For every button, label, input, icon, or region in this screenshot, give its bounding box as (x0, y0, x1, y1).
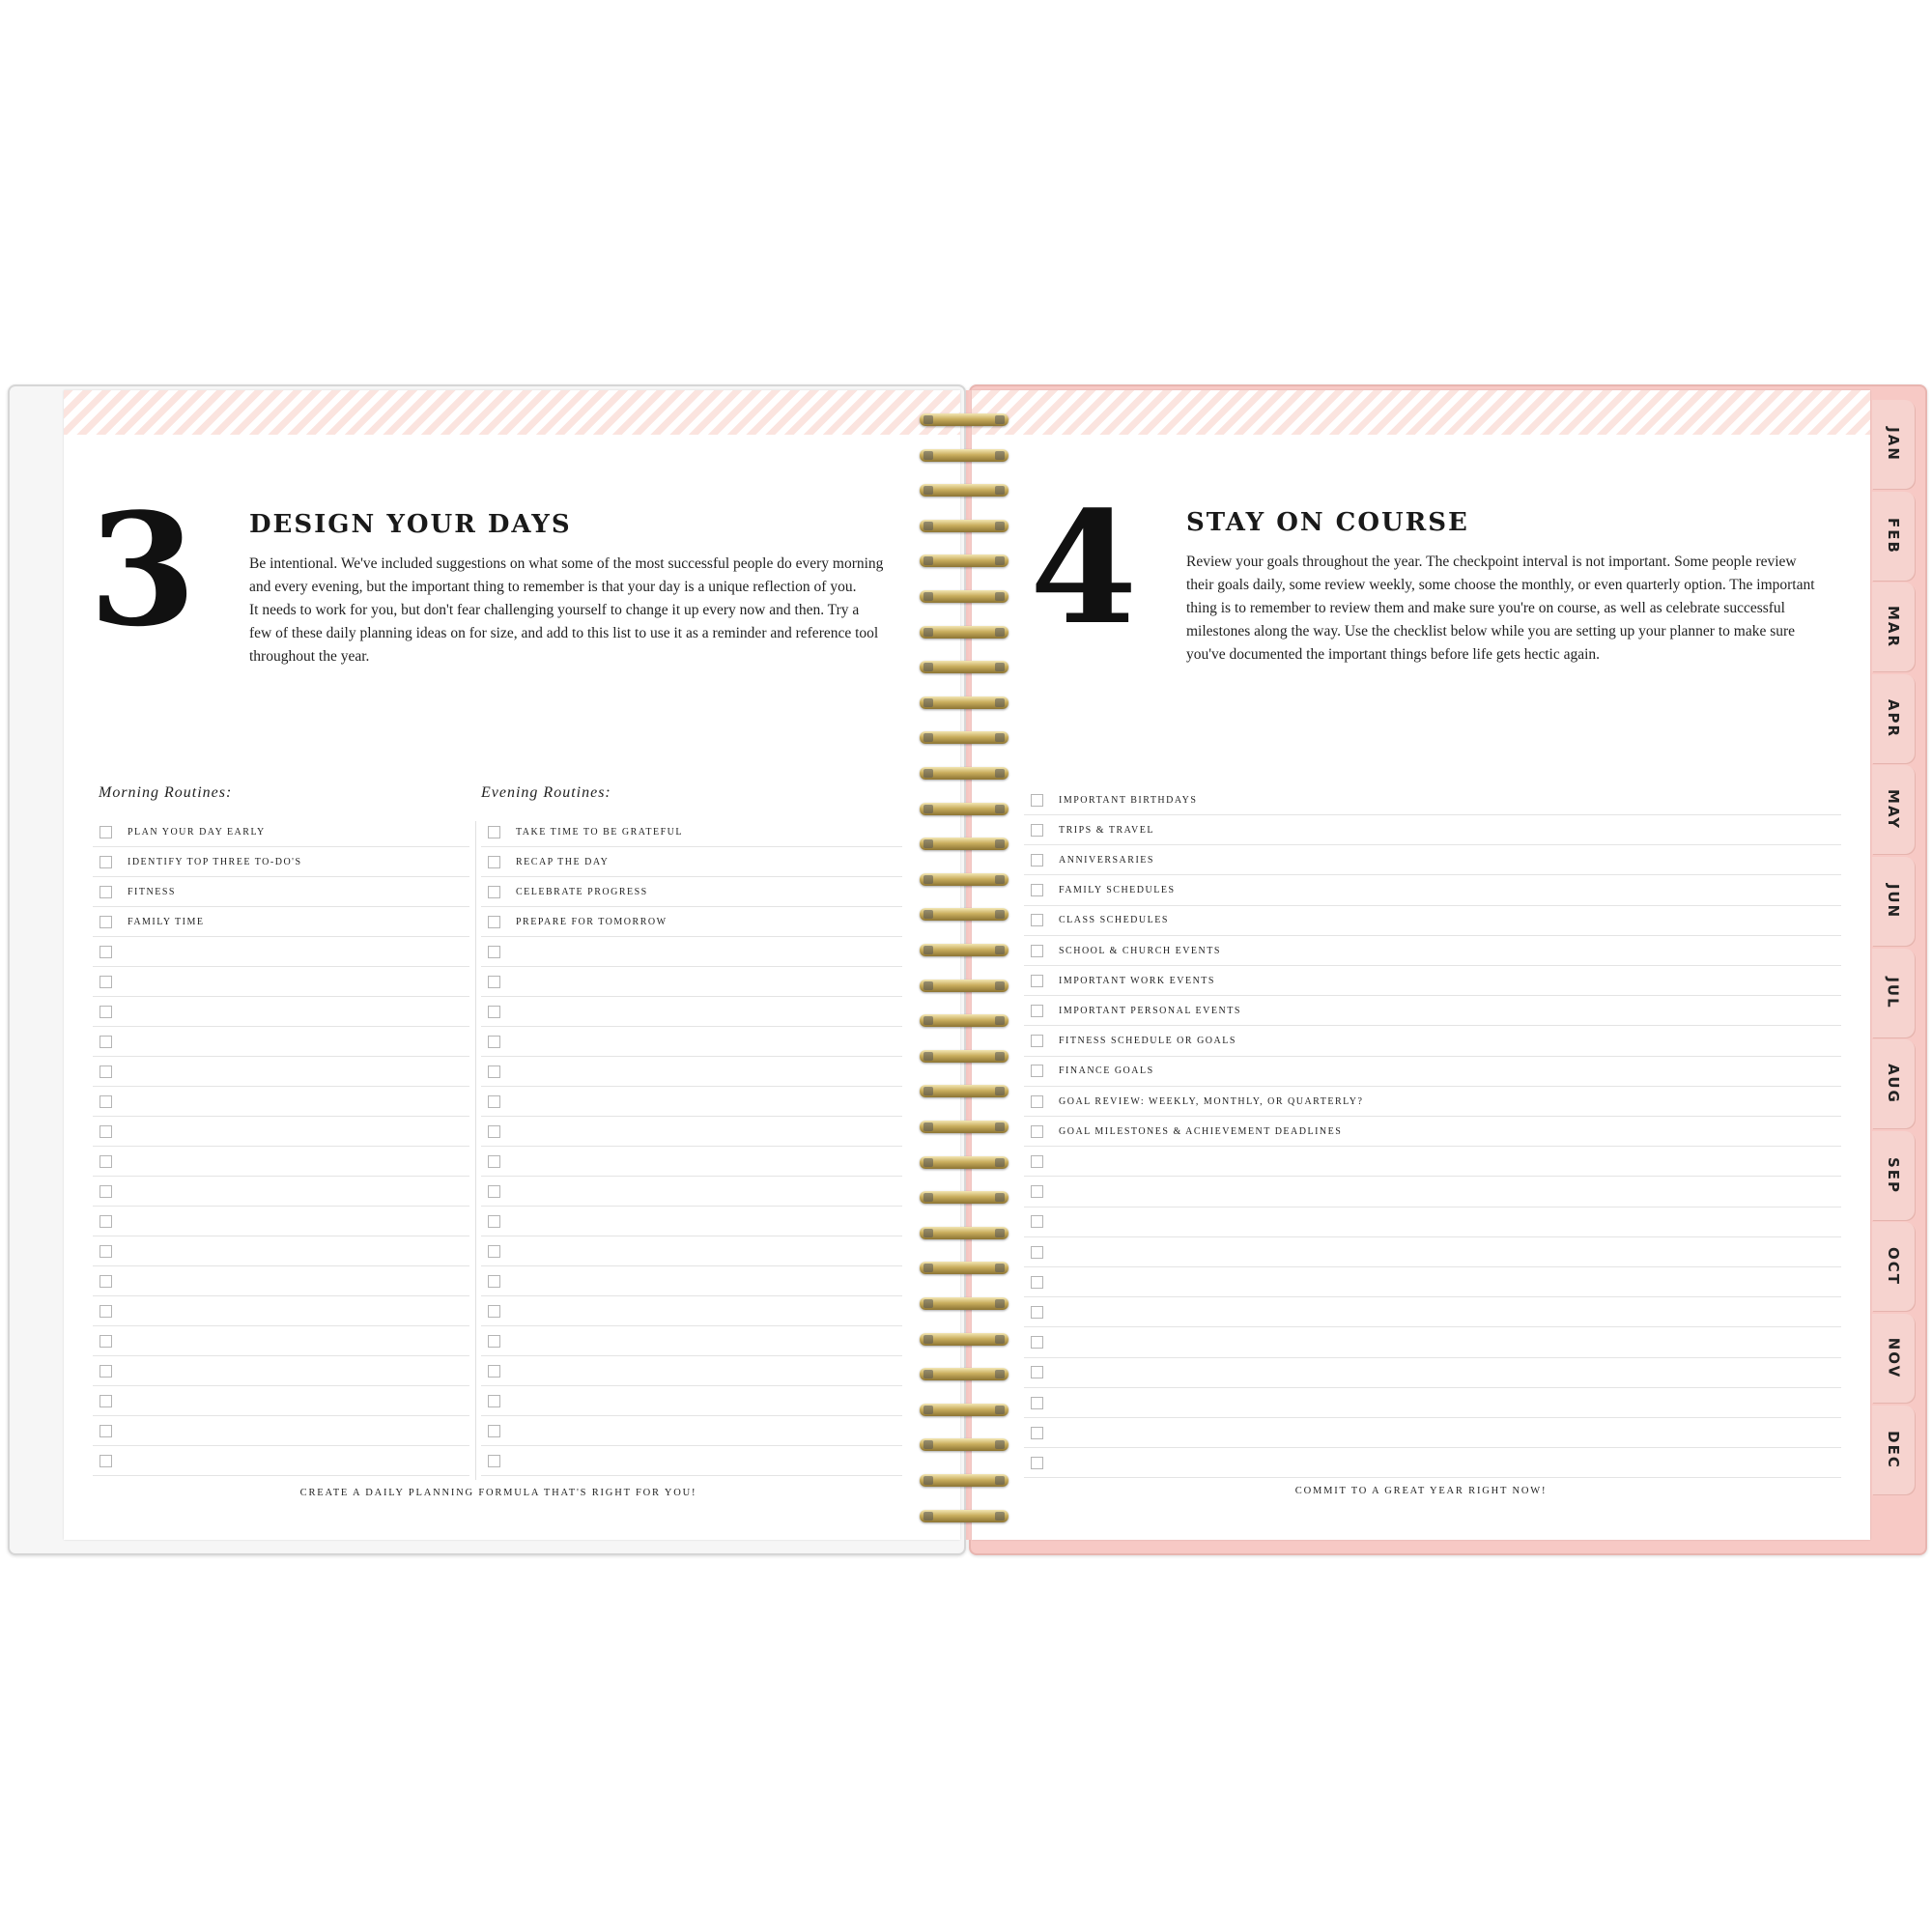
intro-line: Review your goals throughout the year. The checkpoint interval is not important. Some people review (1186, 554, 1797, 570)
month-tab-label: APR (1885, 698, 1902, 738)
intro-line: thing is to remember to review them and make sure you're on course, as well as celebrate successful (1186, 600, 1785, 616)
checkbox[interactable] (99, 886, 112, 898)
checklist-item-label: PLAN YOUR DAY EARLY (128, 826, 266, 838)
intro-line: Be intentional. We've included suggestions on what some of the most successful people do every morning (249, 555, 884, 572)
checklist-row (1024, 876, 1841, 906)
binding-ring (920, 1438, 1009, 1451)
month-tab-label: MAY (1885, 789, 1902, 831)
section-number: 3 (89, 479, 197, 661)
checklist-row (481, 817, 902, 847)
month-tab-feb[interactable] (1872, 492, 1915, 581)
checkbox[interactable] (99, 1215, 112, 1228)
month-tab-label: NOV (1884, 1337, 1902, 1379)
checkbox[interactable] (488, 1425, 500, 1437)
checklist-row (93, 1057, 469, 1087)
right-page (972, 390, 1870, 1540)
checkbox[interactable] (99, 856, 112, 868)
intro-line: few of these daily planning ideas on for size, and add to this list to use it as a reminder and reference tool (249, 625, 879, 641)
checklist-item-label: ANNIVERSARIES (1059, 854, 1154, 866)
checkbox[interactable] (488, 1215, 500, 1228)
checklist-row (93, 907, 469, 937)
checklist-row (481, 1266, 902, 1296)
checklist-item-label: TRIPS & TRAVEL (1059, 824, 1154, 836)
month-tab-jan[interactable] (1872, 400, 1915, 489)
checkbox[interactable] (488, 976, 500, 988)
evening-routines-heading: Evening Routines: (481, 784, 611, 801)
checklist-row (93, 1117, 469, 1147)
checklist-row (93, 1416, 469, 1446)
checklist-row (481, 1177, 902, 1207)
binding-ring (920, 661, 1009, 673)
checklist-row (481, 1446, 902, 1476)
checklist-item-label: FINANCE GOALS (1059, 1065, 1154, 1077)
checklist-row (481, 877, 902, 907)
month-tab-label: JUL (1884, 976, 1902, 1009)
checkbox[interactable] (99, 1185, 112, 1198)
binding-ring (920, 1333, 1009, 1346)
binding-ring (920, 838, 1009, 850)
binding-ring (920, 696, 1009, 709)
checklist-row (93, 1207, 469, 1236)
column-divider (475, 821, 476, 1480)
checkbox[interactable] (488, 826, 500, 838)
checklist-item-label: RECAP THE DAY (516, 856, 610, 867)
intro-paragraph (249, 553, 925, 668)
month-tab-sep[interactable] (1872, 1131, 1915, 1220)
month-tab-oct[interactable] (1872, 1222, 1915, 1311)
month-tab-label: DEC (1885, 1430, 1902, 1469)
checklist-item-label: IMPORTANT BIRTHDAYS (1059, 794, 1198, 806)
binding-ring (920, 1191, 1009, 1204)
checkbox[interactable] (99, 1425, 112, 1437)
checklist-row (1024, 845, 1841, 875)
binding-ring (920, 767, 1009, 780)
checkbox[interactable] (488, 1275, 500, 1288)
month-tab-jun[interactable] (1872, 857, 1915, 946)
checkbox[interactable] (99, 1275, 112, 1288)
checklist-row (93, 1296, 469, 1326)
month-tab-label: OCT (1885, 1247, 1902, 1287)
intro-line: and every evening, but the important thing to remember is that your day is a unique reflection of you. (249, 579, 857, 595)
checklist-row (481, 1147, 902, 1177)
checklist-item-label: FITNESS SCHEDULE OR GOALS (1059, 1036, 1236, 1047)
checkbox[interactable] (99, 1065, 112, 1078)
checklist-item-label: IMPORTANT PERSONAL EVENTS (1059, 1005, 1241, 1016)
checkbox[interactable] (1031, 1095, 1043, 1108)
checklist-row (1024, 1448, 1841, 1478)
month-tab-mar[interactable] (1872, 582, 1915, 671)
checklist-row (1024, 1117, 1841, 1147)
intro-paragraph (1186, 551, 1853, 667)
checkbox[interactable] (99, 976, 112, 988)
checkbox[interactable] (488, 1245, 500, 1258)
binding-ring (920, 520, 1009, 532)
checklist-row (1024, 1208, 1841, 1237)
checklist-row (93, 817, 469, 847)
checklist-row (93, 1087, 469, 1117)
checkbox[interactable] (1031, 1125, 1043, 1138)
checkbox[interactable] (488, 1335, 500, 1348)
checklist-row (1024, 785, 1841, 815)
checklist-item-label: SCHOOL & CHURCH EVENTS (1059, 945, 1221, 956)
checklist-row (1024, 1328, 1841, 1358)
checkbox[interactable] (99, 946, 112, 958)
checkbox[interactable] (488, 1006, 500, 1018)
checkbox[interactable] (99, 1036, 112, 1048)
intro-line: their goals daily, some review weekly, some choose the monthly, or even quarterly option. The important (1186, 577, 1815, 593)
checkbox[interactable] (1031, 1276, 1043, 1289)
checkbox[interactable] (99, 1155, 112, 1168)
decorative-stripe-header (64, 390, 960, 435)
binding-ring (920, 590, 1009, 603)
checkbox[interactable] (1031, 914, 1043, 926)
checkbox[interactable] (1031, 1005, 1043, 1017)
checkbox[interactable] (488, 946, 500, 958)
checklist-item-label: GOAL REVIEW: WEEKLY, MONTHLY, OR QUARTERLY? (1059, 1095, 1364, 1107)
checkbox[interactable] (488, 1125, 500, 1138)
checklist-row (481, 1416, 902, 1446)
checklist-row (93, 1266, 469, 1296)
month-tab-label: AUG (1884, 1064, 1902, 1105)
checklist-row (481, 1027, 902, 1057)
checklist-row (93, 847, 469, 877)
checkbox[interactable] (488, 1365, 500, 1378)
checklist-row (481, 847, 902, 877)
month-tab-label: JAN (1885, 427, 1902, 462)
checklist-row (93, 1326, 469, 1356)
intro-line: milestones along the way. Use the checklist below while you are setting up your planner to make sure (1186, 623, 1796, 639)
checkbox[interactable] (1031, 1246, 1043, 1259)
checklist-row (1024, 1178, 1841, 1208)
binding-ring (920, 944, 1009, 956)
month-tab-label: FEB (1885, 517, 1902, 554)
checklist-row (481, 997, 902, 1027)
month-tab-label: JUN (1884, 883, 1902, 920)
intro-line: throughout the year. (249, 648, 370, 665)
checkbox[interactable] (488, 1095, 500, 1108)
checklist-row (1024, 1237, 1841, 1267)
checkbox[interactable] (488, 916, 500, 928)
checkbox[interactable] (1031, 1155, 1043, 1168)
checkbox[interactable] (488, 1395, 500, 1407)
binding-ring (920, 1227, 1009, 1239)
checklist-item-label: IMPORTANT WORK EVENTS (1059, 975, 1215, 986)
checkbox[interactable] (488, 1065, 500, 1078)
month-tab-apr[interactable] (1872, 674, 1915, 763)
checklist-item-label: FAMILY SCHEDULES (1059, 885, 1176, 896)
checklist-row (1024, 1267, 1841, 1297)
intro-line: you've documented the important things before life gets hectic again. (1186, 646, 1601, 663)
checklist-row (93, 937, 469, 967)
binding-ring (920, 1262, 1009, 1274)
checklist-row (1024, 936, 1841, 966)
intro-line: It needs to work for you, but don't fear challenging yourself to change it up every now and then. Try a (249, 602, 860, 618)
binding-ring (920, 1368, 1009, 1380)
page-title: DESIGN YOUR DAYS (249, 510, 572, 539)
binding-ring (920, 1510, 1009, 1522)
left-page (64, 390, 960, 1540)
checklist-row (1024, 1358, 1841, 1388)
checklist-item-label: CLASS SCHEDULES (1059, 915, 1169, 926)
checkbox[interactable] (1031, 975, 1043, 987)
checkbox[interactable] (1031, 1427, 1043, 1439)
month-tab-nov[interactable] (1872, 1314, 1915, 1403)
page-title: STAY ON COURSE (1186, 508, 1469, 537)
checklist-item-label: CELEBRATE PROGRESS (516, 886, 648, 897)
checklist-row (1024, 1388, 1841, 1418)
binding-ring (920, 1474, 1009, 1487)
checkbox[interactable] (99, 1455, 112, 1467)
binding-ring (920, 413, 1009, 426)
checklist-item-label: FITNESS (128, 886, 176, 897)
month-tab-aug[interactable] (1872, 1039, 1915, 1128)
binding-ring (920, 1014, 1009, 1027)
checklist-row (93, 1177, 469, 1207)
month-tab-may[interactable] (1872, 765, 1915, 854)
checklist-row (481, 1296, 902, 1326)
binding-ring (920, 1297, 1009, 1310)
binding-ring (920, 626, 1009, 639)
binding-ring (920, 1085, 1009, 1097)
checkbox[interactable] (99, 826, 112, 838)
checkbox[interactable] (99, 1365, 112, 1378)
checklist-row (481, 1326, 902, 1356)
checklist-row (1024, 1087, 1841, 1117)
checklist-row (481, 1356, 902, 1386)
month-tab-label: MAR (1885, 606, 1902, 649)
checklist-row (93, 1356, 469, 1386)
binding-ring (920, 873, 1009, 886)
checkbox[interactable] (99, 1006, 112, 1018)
checklist-row (481, 1057, 902, 1087)
checklist-item-label: GOAL MILESTONES & ACHIEVEMENT DEADLINES (1059, 1125, 1343, 1137)
checklist-row (1024, 1027, 1841, 1057)
checklist-row (481, 1386, 902, 1416)
checklist-item-label: FAMILY TIME (128, 916, 205, 927)
checkbox[interactable] (99, 1245, 112, 1258)
checklist-row (93, 1236, 469, 1266)
checklist-row (1024, 815, 1841, 845)
decorative-stripe-header (972, 390, 1870, 435)
checkbox[interactable] (1031, 794, 1043, 807)
checklist-item-label: PREPARE FOR TOMORROW (516, 916, 668, 927)
month-tab-label: SEP (1884, 1156, 1902, 1194)
checkbox[interactable] (1031, 884, 1043, 896)
section-number: 4 (1030, 477, 1138, 659)
checklist-row (1024, 1418, 1841, 1448)
binding-ring (920, 1121, 1009, 1133)
checklist-row (481, 937, 902, 967)
checkbox[interactable] (488, 1036, 500, 1048)
checkbox[interactable] (488, 1455, 500, 1467)
checklist-row (93, 1446, 469, 1476)
checklist-row (1024, 1057, 1841, 1087)
checklist-row (1024, 906, 1841, 936)
binding-ring (920, 803, 1009, 815)
checklist-row (481, 1087, 902, 1117)
checklist-item-label: TAKE TIME TO BE GRATEFUL (516, 826, 683, 838)
binding-ring (920, 1050, 1009, 1063)
checkbox[interactable] (1031, 1366, 1043, 1378)
checklist-row (1024, 1297, 1841, 1327)
binding-ring (920, 980, 1009, 992)
checkbox[interactable] (99, 916, 112, 928)
checklist-row (93, 967, 469, 997)
checkbox[interactable] (1031, 945, 1043, 957)
checkbox[interactable] (99, 1335, 112, 1348)
checklist-row (481, 1236, 902, 1266)
checklist-row (481, 907, 902, 937)
checkbox[interactable] (1031, 1065, 1043, 1077)
checklist-row (1024, 996, 1841, 1026)
checkbox[interactable] (99, 1305, 112, 1318)
checkbox[interactable] (1031, 1185, 1043, 1198)
checklist-item-label: IDENTIFY TOP THREE TO-DO'S (128, 856, 302, 867)
checklist-row (93, 1147, 469, 1177)
checkbox[interactable] (488, 1305, 500, 1318)
checkbox[interactable] (1031, 854, 1043, 867)
checklist-row (481, 1117, 902, 1147)
checkbox[interactable] (1031, 1215, 1043, 1228)
page-footer: COMMIT TO A GREAT YEAR RIGHT NOW! (1294, 1486, 1548, 1496)
checkbox[interactable] (99, 1095, 112, 1108)
binding-ring (920, 731, 1009, 744)
checklist-row (481, 1207, 902, 1236)
checkbox[interactable] (1031, 1035, 1043, 1047)
checklist-row (1024, 1147, 1841, 1177)
checkbox[interactable] (1031, 1397, 1043, 1409)
morning-routines-heading: Morning Routines: (99, 784, 233, 801)
checklist-row (1024, 966, 1841, 996)
checkbox[interactable] (1031, 824, 1043, 837)
checklist-row (481, 967, 902, 997)
checkbox[interactable] (1031, 1306, 1043, 1319)
checkbox[interactable] (488, 886, 500, 898)
binding-ring (920, 1156, 1009, 1169)
checklist-row (93, 1386, 469, 1416)
checkbox[interactable] (488, 1155, 500, 1168)
month-tab-dec[interactable] (1872, 1406, 1915, 1494)
checkbox[interactable] (488, 1185, 500, 1198)
checklist-row (93, 877, 469, 907)
binding-ring (920, 484, 1009, 497)
binding-ring (920, 554, 1009, 567)
checkbox[interactable] (1031, 1336, 1043, 1349)
page-footer: CREATE A DAILY PLANNING FORMULA THAT'S RIGHT FOR YOU! (299, 1488, 697, 1498)
binding-ring (920, 1404, 1009, 1416)
checklist-row (93, 1027, 469, 1057)
checkbox[interactable] (1031, 1457, 1043, 1469)
checkbox[interactable] (99, 1395, 112, 1407)
checkbox[interactable] (99, 1125, 112, 1138)
checkbox[interactable] (488, 856, 500, 868)
checklist-row (93, 997, 469, 1027)
month-tab-jul[interactable] (1872, 949, 1915, 1037)
binding-ring (920, 908, 1009, 921)
binding-ring (920, 449, 1009, 462)
